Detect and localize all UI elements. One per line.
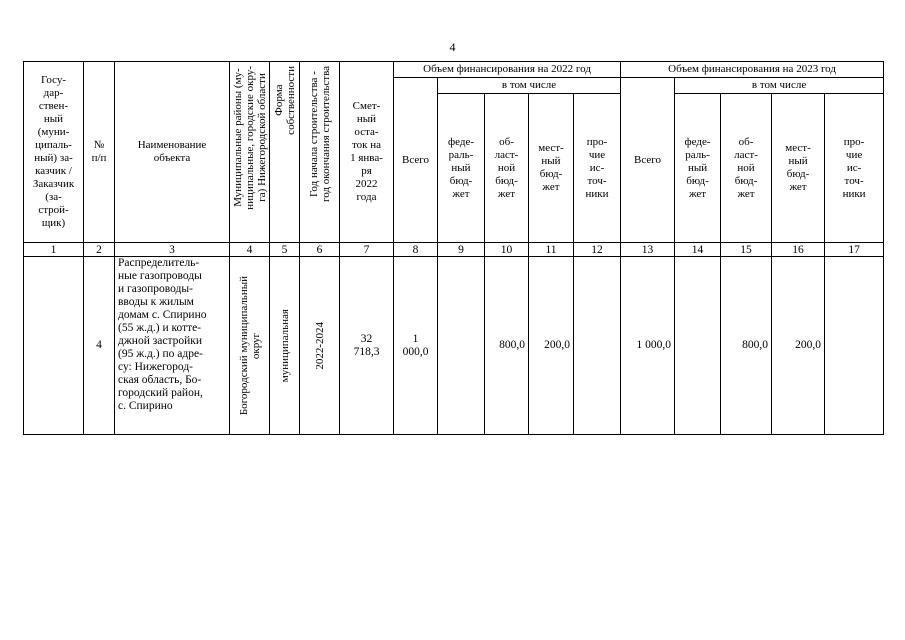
table-row: [24, 257, 884, 435]
column-number: 6: [300, 243, 340, 257]
years-value: 2022-2024: [313, 321, 326, 370]
ownership-cell: [270, 257, 300, 435]
column-number: 11: [529, 243, 574, 257]
local-2022-cell: 200,0: [529, 257, 574, 435]
header-regional-2023: об- ласт- ной бюд- жет: [721, 94, 772, 243]
header-district: Муниципальные районы (му- ниципальные, городские окру- га) Нижегородской области: [231, 66, 268, 210]
other-2022-cell: [574, 257, 621, 435]
local-2023-cell: 200,0: [772, 257, 825, 435]
header-years-cell: [300, 62, 340, 243]
regional-2023-cell: 800,0: [721, 257, 772, 435]
total-2022-cell: 1 000,0: [394, 257, 438, 435]
column-number: 16: [772, 243, 825, 257]
column-number: 4: [230, 243, 270, 257]
column-number: 10: [485, 243, 529, 257]
header-federal-2022: феде- раль- ный бюд- жет: [438, 94, 485, 243]
district-value: Богородский муниципальный округ: [237, 275, 262, 416]
header-object-name: Наименование объекта: [115, 62, 230, 243]
column-number: 5: [270, 243, 300, 257]
column-number-row: [24, 243, 884, 257]
header-including-2022: в том числе: [438, 78, 621, 94]
page-number: 4: [449, 40, 456, 54]
header-including-2023: в том числе: [675, 78, 884, 94]
row-number-cell: 4: [84, 257, 115, 435]
federal-2022-cell: [438, 257, 485, 435]
header-local-2023: мест- ный бюд- жет: [772, 94, 825, 243]
column-number: 3: [115, 243, 230, 257]
column-number: 7: [340, 243, 394, 257]
header-federal-2023: феде- раль- ный бюд- жет: [675, 94, 721, 243]
column-number: 9: [438, 243, 485, 257]
header-ownership: Форма собственности: [272, 66, 297, 135]
other-2023-cell: [825, 257, 884, 435]
regional-2022-cell: 800,0: [485, 257, 529, 435]
object-name-cell: Распределитель- ные газопроводы и газопроводы- вводы к жилым домам с. Спирино (55 ж.д.) и котте- джной застройки (95 ж.д.) по адре- су: Нижегород- ская область, Бо- городский район, с. Спирино: [115, 257, 230, 435]
column-number: 17: [825, 243, 884, 257]
column-number: 15: [721, 243, 772, 257]
header-ownership-cell: [270, 62, 300, 243]
column-number: 8: [394, 243, 438, 257]
ownership-value: муниципальная: [278, 308, 291, 383]
customer-cell: [24, 257, 84, 435]
years-cell: [300, 257, 340, 435]
header-years: Год начала строительства - год окончания строительства: [307, 66, 332, 202]
estimate-cell: 32 718,3: [340, 257, 394, 435]
column-number: 12: [574, 243, 621, 257]
header-other-2023: про- чие ис- точ- ники: [825, 94, 884, 243]
header-total-2022: Всего: [394, 78, 438, 243]
header-row-number: № п/п: [84, 62, 115, 243]
column-number: 1: [24, 243, 84, 257]
header-local-2022: мест- ный бюд- жет: [529, 94, 574, 243]
column-number: 2: [84, 243, 115, 257]
column-number: 13: [621, 243, 675, 257]
district-cell: [230, 257, 270, 435]
column-number: 14: [675, 243, 721, 257]
header-total-2023: Всего: [621, 78, 675, 243]
header-estimate: Смет- ный оста- ток на 1 янва- ря 2022 года: [340, 62, 394, 243]
header-other-2022: про- чие ис- точ- ники: [574, 94, 621, 243]
total-2023-cell: 1 000,0: [621, 257, 675, 435]
header-district-cell: [230, 62, 270, 243]
header-group-2023: Объем финансирования на 2023 год: [621, 62, 884, 78]
investment-table: [23, 61, 884, 435]
header-regional-2022: об- ласт- ной бюд- жет: [485, 94, 529, 243]
header-customer: Госу- дар- ствен- ный (муни- ципаль- ный) за- казчик / Заказчик (за- строй- щик): [24, 62, 84, 243]
federal-2023-cell: [675, 257, 721, 435]
header-group-2022: Объем финансирования на 2022 год: [394, 62, 621, 78]
